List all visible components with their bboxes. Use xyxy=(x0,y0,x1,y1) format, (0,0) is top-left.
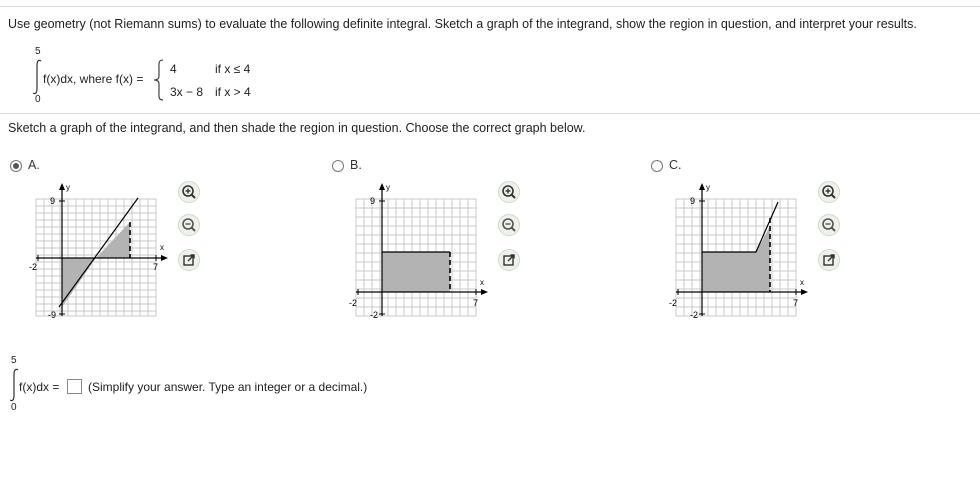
option-b-zoom-out-button[interactable] xyxy=(498,214,520,236)
graph-a-y-label: y xyxy=(66,183,70,192)
case1-value: 4 xyxy=(170,62,177,76)
zoom-out-icon xyxy=(498,214,520,236)
graph-c-x-left-label: -2 xyxy=(669,298,678,308)
integral-lower-limit: 0 xyxy=(35,94,41,105)
graph-b xyxy=(348,180,498,322)
graph-c-y-label: y xyxy=(706,183,710,192)
zoom-out-icon xyxy=(178,214,200,236)
option-c-radio[interactable] xyxy=(651,160,663,172)
graph-a-y-arrow xyxy=(59,183,65,190)
integrand-expression: f(x)dx, where f(x) = xyxy=(43,72,144,86)
graph-b-y-top-label: 9 xyxy=(370,196,376,206)
graph-c xyxy=(668,180,818,322)
zoom-out-icon xyxy=(818,214,840,236)
zoom-in-icon xyxy=(818,181,840,203)
answer-hint: (Simplify your answer. Type an integer or a decimal.) xyxy=(88,380,368,394)
answer-integral-lower-limit: 0 xyxy=(11,402,17,413)
zoom-in-icon xyxy=(178,181,200,203)
graph-b-shaded-region xyxy=(382,252,450,292)
graph-a-y-top-label: 9 xyxy=(50,196,56,206)
graph-a-x-right-label: 7 xyxy=(153,262,159,272)
graph-a-x-left-label: -2 xyxy=(29,262,38,272)
graph-b-x-label: x xyxy=(480,278,484,287)
graph-c-x-arrow xyxy=(801,289,808,295)
option-c-zoom-out-button[interactable] xyxy=(818,214,840,236)
top-divider xyxy=(0,6,980,7)
section-divider xyxy=(0,113,980,114)
option-c-zoom-in-button[interactable] xyxy=(818,181,840,203)
zoom-in-icon xyxy=(498,181,520,203)
graph-c-y-arrow xyxy=(699,183,705,190)
graph-c-x-label: x xyxy=(800,278,804,287)
option-a-open-window-button[interactable] xyxy=(178,249,200,271)
graph-b-x-left-label: -2 xyxy=(349,298,358,308)
option-a-zoom-out-button[interactable] xyxy=(178,214,200,236)
case2-value: 3x − 8 xyxy=(170,85,204,99)
answer-integral-expression: f(x)dx = xyxy=(19,380,60,394)
graph-c-y-bottom-label: -2 xyxy=(690,310,699,320)
option-b-radio[interactable] xyxy=(332,160,344,172)
open-new-window-icon xyxy=(178,249,200,271)
part1-instruction: Sketch a graph of the integrand, and then shade the region in question. Choose the correct graph below. xyxy=(8,121,586,135)
graph-a-x-label: x xyxy=(160,243,164,252)
graph-c-shaded-region xyxy=(702,226,770,292)
option-b-open-window-button[interactable] xyxy=(498,249,520,271)
graph-b-y-arrow xyxy=(379,183,385,190)
option-b-label[interactable]: B. xyxy=(350,158,362,172)
option-c-open-window-button[interactable] xyxy=(818,249,840,271)
graph-a-y-bottom-label: -9 xyxy=(48,310,57,320)
answer-integral-upper-limit: 5 xyxy=(11,355,17,366)
option-a-zoom-in-button[interactable] xyxy=(178,181,200,203)
graph-a xyxy=(28,180,178,322)
graph-b-y-label: y xyxy=(386,183,390,192)
piecewise-brace-icon xyxy=(152,58,166,102)
option-b-zoom-in-button[interactable] xyxy=(498,181,520,203)
option-a-label[interactable]: A. xyxy=(28,158,40,172)
open-new-window-icon xyxy=(818,249,840,271)
case1-condition: if x ≤ 4 xyxy=(215,62,251,76)
graph-a-x-arrow xyxy=(161,255,168,261)
integral-sign-icon xyxy=(30,58,44,96)
answer-input[interactable] xyxy=(67,379,82,394)
graph-b-y-bottom-label: -2 xyxy=(370,310,379,320)
integral-upper-limit: 5 xyxy=(35,46,41,57)
graph-b-x-arrow xyxy=(481,289,488,295)
case2-condition: if x > 4 xyxy=(215,85,251,99)
graph-c-x-right-label: 7 xyxy=(793,298,799,308)
option-c-label[interactable]: C. xyxy=(669,158,682,172)
open-new-window-icon xyxy=(498,249,520,271)
question-prompt: Use geometry (not Riemann sums) to evaluate the following definite integral. Sketch a graph of the integrand, show the region in question, and interpret your results. xyxy=(8,17,917,31)
graph-b-x-right-label: 7 xyxy=(473,298,479,308)
graph-c-y-top-label: 9 xyxy=(690,196,696,206)
option-a-radio[interactable] xyxy=(10,160,22,172)
